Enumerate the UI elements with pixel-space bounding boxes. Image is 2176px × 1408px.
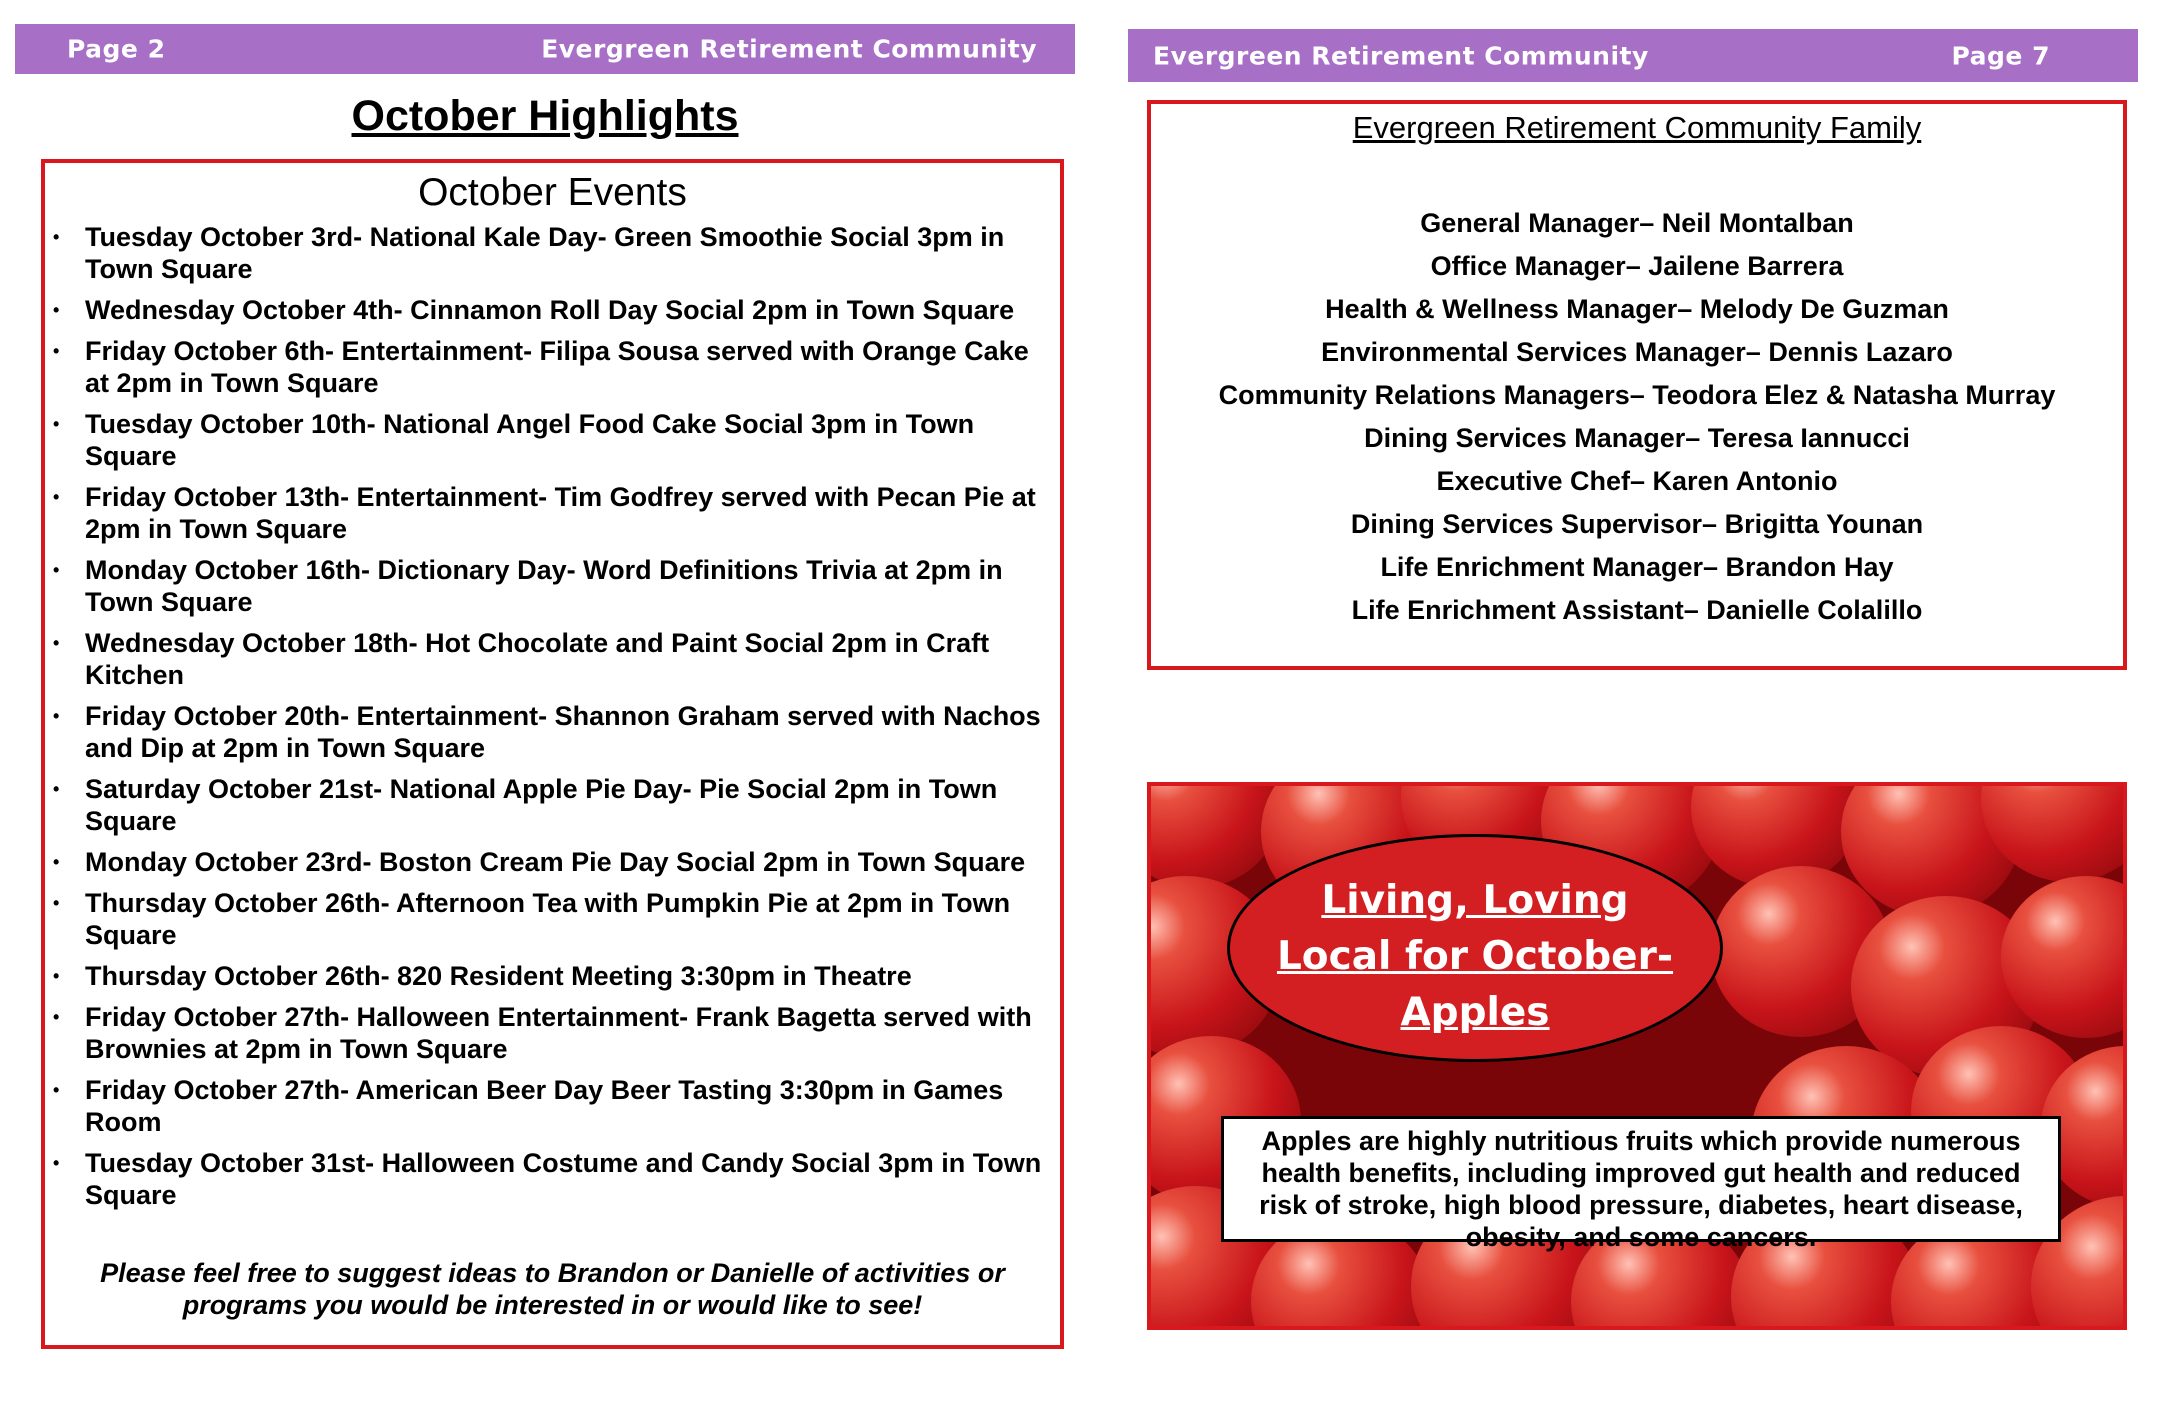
feature-title-line-1: Living, Loving (1321, 878, 1629, 923)
feature-info-box: Apples are highly nutritious fruits which provide numerous health benefits, including improved gut health and reduced risk of stroke, high blood pressure, diabetes, heart disease, obesity, and some cancers. (1221, 1116, 2061, 1242)
apples-feature (1147, 782, 2127, 1330)
event-item: • Friday October 6th- Entertainment- Filipa Sousa served with Orange Cake at 2pm in Town Square (85, 335, 1048, 399)
event-item: • Wednesday October 18th- Hot Chocolate and Paint Social 2pm in Craft Kitchen (85, 627, 1048, 691)
event-item: • Friday October 20th- Entertainment- Shannon Graham served with Nachos and Dip at 2pm in Town Square (85, 700, 1048, 764)
left-page-number: Page 2 (67, 34, 166, 64)
events-title: October Events (418, 171, 687, 214)
event-item: • Tuesday October 31st- Halloween Costume and Candy Social 3pm in Town Square (85, 1147, 1048, 1211)
event-item: • Tuesday October 3rd- National Kale Day- Green Smoothie Social 3pm in Town Square (85, 221, 1048, 285)
staff-entry: Executive Chef– Karen Antonio (1436, 466, 1838, 496)
event-item: • Monday October 16th- Dictionary Day- Word Definitions Trivia at 2pm in Town Square (85, 554, 1048, 618)
event-item: • Friday October 13th- Entertainment- Tim Godfrey served with Pecan Pie at 2pm in Town Square (85, 481, 1048, 545)
staff-entry: Environmental Services Manager– Dennis Lazaro (1321, 337, 1953, 367)
events-list (45, 221, 1060, 1220)
right-page-number: Page 7 (1951, 41, 2050, 70)
staff-entry: Community Relations Managers– Teodora Elez & Natasha Murray (1218, 380, 2056, 410)
event-item: • Monday October 23rd- Boston Cream Pie Day Social 2pm in Town Square (85, 846, 1048, 878)
event-item: • Saturday October 21st- National Apple Pie Day- Pie Social 2pm in Town Square (85, 773, 1048, 837)
staff-entry: Office Manager– Jailene Barrera (1430, 251, 1844, 281)
feature-title-oval (1227, 834, 1723, 1062)
right-header-bar (1128, 29, 2138, 82)
family-box (1147, 100, 2127, 670)
right-community-name: Evergreen Retirement Community (1153, 41, 1649, 70)
event-item: • Wednesday October 4th- Cinnamon Roll Day Social 2pm in Town Square (85, 294, 1048, 326)
event-item: • Thursday October 26th- Afternoon Tea with Pumpkin Pie at 2pm in Town Square (85, 887, 1048, 951)
page-title: October Highlights (351, 92, 739, 140)
staff-entry: General Manager– Neil Montalban (1420, 208, 1854, 238)
staff-entry: Health & Wellness Manager– Melody De Guzman (1325, 294, 1949, 324)
staff-entry: Life Enrichment Manager– Brandon Hay (1380, 552, 1894, 582)
staff-list (1151, 202, 2123, 632)
staff-entry: Dining Services Supervisor– Brigitta Younan (1350, 509, 1924, 539)
event-item: • Friday October 27th- Halloween Entertainment- Frank Bagetta served with Brownies at 2pm in Town Square (85, 1001, 1048, 1065)
left-community-name: Evergreen Retirement Community (541, 34, 1037, 64)
events-box (41, 159, 1064, 1349)
suggestion-note: Please feel free to suggest ideas to Brandon or Danielle of activities or programs you would be interested in or would like to see! (100, 1258, 1005, 1320)
event-item: • Friday October 27th- American Beer Day Beer Tasting 3:30pm in Games Room (85, 1074, 1048, 1138)
family-title: Evergreen Retirement Community Family (1352, 110, 1922, 145)
staff-entry: Dining Services Manager– Teresa Iannucci (1364, 423, 1910, 453)
event-item: • Tuesday October 10th- National Angel Food Cake Social 3pm in Town Square (85, 408, 1048, 472)
event-item: • Thursday October 26th- 820 Resident Meeting 3:30pm in Theatre (85, 960, 1048, 992)
feature-title-line-3: Apples (1400, 990, 1550, 1035)
feature-title-line-2: Local for October- (1276, 934, 1674, 979)
staff-entry: Life Enrichment Assistant– Danielle Colalillo (1351, 595, 1923, 625)
left-header-bar (15, 24, 1075, 74)
